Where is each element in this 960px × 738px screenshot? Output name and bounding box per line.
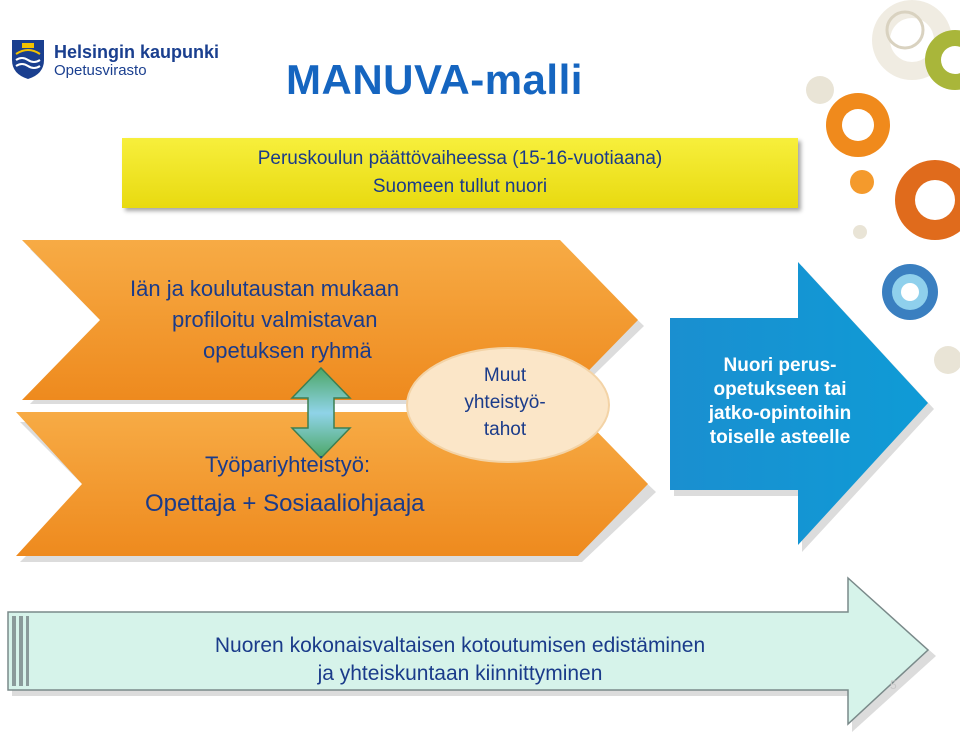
target-group-line1: Peruskoulun päättövaiheessa (15-16-vuotiaana)	[257, 148, 663, 169]
page-title: MANUVA-malli	[286, 56, 583, 103]
cooperation-label: Työpariyhteistyö:	[205, 452, 371, 477]
goal-line1: Nuoren kokonaisvaltaisen kotoutumisen edistäminen	[214, 634, 706, 657]
partners-line3: tahot	[483, 419, 527, 440]
partners-text	[450, 362, 560, 443]
helsinki-crest-icon	[10, 38, 46, 80]
page-number: 5	[890, 678, 897, 692]
logo	[8, 38, 220, 82]
outcome-line2: opetukseen tai	[713, 379, 847, 400]
partners-line2: yhteistyö-	[464, 392, 546, 413]
cooperation-value: Opettaja + Sosiaaliohjaaja	[145, 490, 425, 517]
group-line2: profiloitu valmistavan	[172, 307, 378, 332]
group-line3: opetuksen ryhmä	[203, 338, 372, 363]
outcome-line4: toiselle asteelle	[709, 427, 851, 448]
outcome-line3: jatko-opintoihin	[708, 403, 852, 424]
organization-name: Helsingin kaupunki	[54, 42, 220, 62]
target-group-line2: Suomeen tullut nuori	[372, 176, 548, 197]
department-name: Opetusvirasto	[54, 62, 147, 79]
outcome-line1: Nuori perus-	[723, 355, 837, 376]
target-group-box	[122, 138, 798, 208]
outcome-text	[675, 354, 885, 450]
group-line1: Iän ja koulutaustan mukaan	[130, 276, 400, 301]
goal-line2: ja yhteiskuntaan kiinnittyminen	[317, 662, 603, 685]
goal-text	[60, 632, 860, 688]
partners-line1: Muut	[483, 365, 527, 386]
